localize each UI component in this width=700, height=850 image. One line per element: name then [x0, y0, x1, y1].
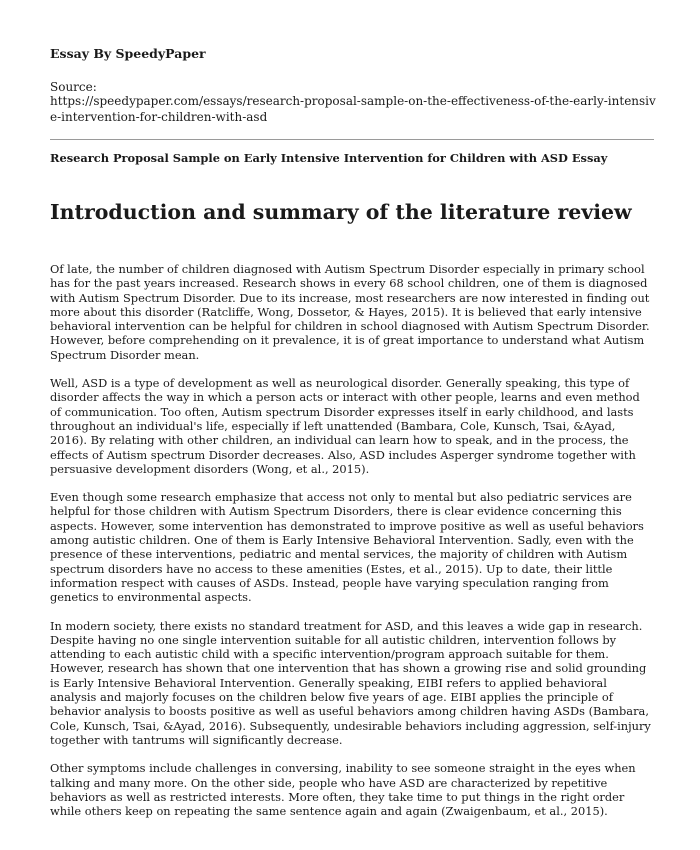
- paragraph: Other symptoms include challenges in conversing, inability to see someone straight in the eyes when talking and many more. On the other side, people who have ASD are characterized by repetitive behaviors as well as restricted interests. More often, they take time to put things in the right order while others keep on repeating the same sentence again and again (Zwaigenbaum, et al., 2015).: [50, 761, 636, 819]
- source-label: Source:: [50, 80, 97, 94]
- paragraph: In modern society, there exists no standard treatment for ASD, and this leaves a wide gap in research. Despite having no one single intervention suitable for all autistic children, intervention follows by attending to each autistic child with a specific intervention/program approach suitable for them. However, research has shown that one intervention that has shown a growing rise and solid grounding is Early Intensive Behavioral Intervention. Generally speaking, EIBI refers to applied behavioral analysis and majorly focuses on the children below five years of age. EIBI applies the principle of behavior analysis to boosts positive as well as useful behaviors among children having ASDs (Bambara, Cole, Kunsch, Tsai, &Ayad, 2016). Subsequently, undesirable behaviors including aggression, self-injury together with tantrums will significantly decrease.: [50, 618, 651, 747]
- essay-title: Research Proposal Sample on Early Intensive Intervention for Children with ASD Essay: [50, 151, 608, 165]
- essay-body: [50, 262, 654, 832]
- section-heading: Introduction and summary of the literature review: [50, 200, 632, 224]
- brand-line: Essay By SpeedyPaper: [50, 46, 206, 61]
- paragraph: Of late, the number of children diagnosed with Autism Spectrum Disorder especially in primary school has for the past years increased. Research shows in every 68 school children, one of them is diagnosed with Autism Spectrum Disorder. Due to its increase, most researchers are now interested in finding out more about this disorder (Ratcliffe, Wong, Dossetor, & Hayes, 2015). It is believed that early intensive behavioral intervention can be helpful for children in school diagnosed with Autism Spectrum Disorder. However, before comprehending on it prevalence, it is of great importance to understand what Autism Spectrum Disorder mean.: [50, 262, 650, 362]
- paragraph: Well, ASD is a type of development as well as neurological disorder. Generally speaking, this type of disorder affects the way in which a person acts or interact with other people, learns and even method of communication. Too often, Autism spectrum Disorder expresses itself in early childhood, and lasts throughout an individual's life, especially if left unattended (Bambara, Cole, Kunsch, Tsai, &Ayad, 2016). By relating with other children, an individual can learn how to speak, and in the process, the effects of Autism spectrum Disorder decreases. Also, ASD includes Asperger syndrome together with persuasive development disorders (Wong, et al., 2015).: [50, 376, 640, 476]
- source-url[interactable]: https://speedypaper.com/essays/research-proposal-sample-on-the-effectiveness-of-the-early-intensive-intervention-for-children-with-asd: [50, 94, 656, 124]
- header-divider: [50, 139, 654, 140]
- paragraph: Even though some research emphasize that access not only to mental but also pediatric services are helpful for those children with Autism Spectrum Disorders, there is clear evidence concerning this aspects. However, some intervention has demonstrated to improve positive as well as useful behaviors among autistic children. One of them is Early Intensive Behavioral Intervention. Sadly, even with the presence of these interventions, pediatric and mental services, the majority of children with Autism spectrum disorders have no access to these amenities (Estes, et al., 2015). Up to date, their little information respect with causes of ASDs. Instead, people have varying speculation ranging from genetics to environmental aspects.: [50, 490, 644, 605]
